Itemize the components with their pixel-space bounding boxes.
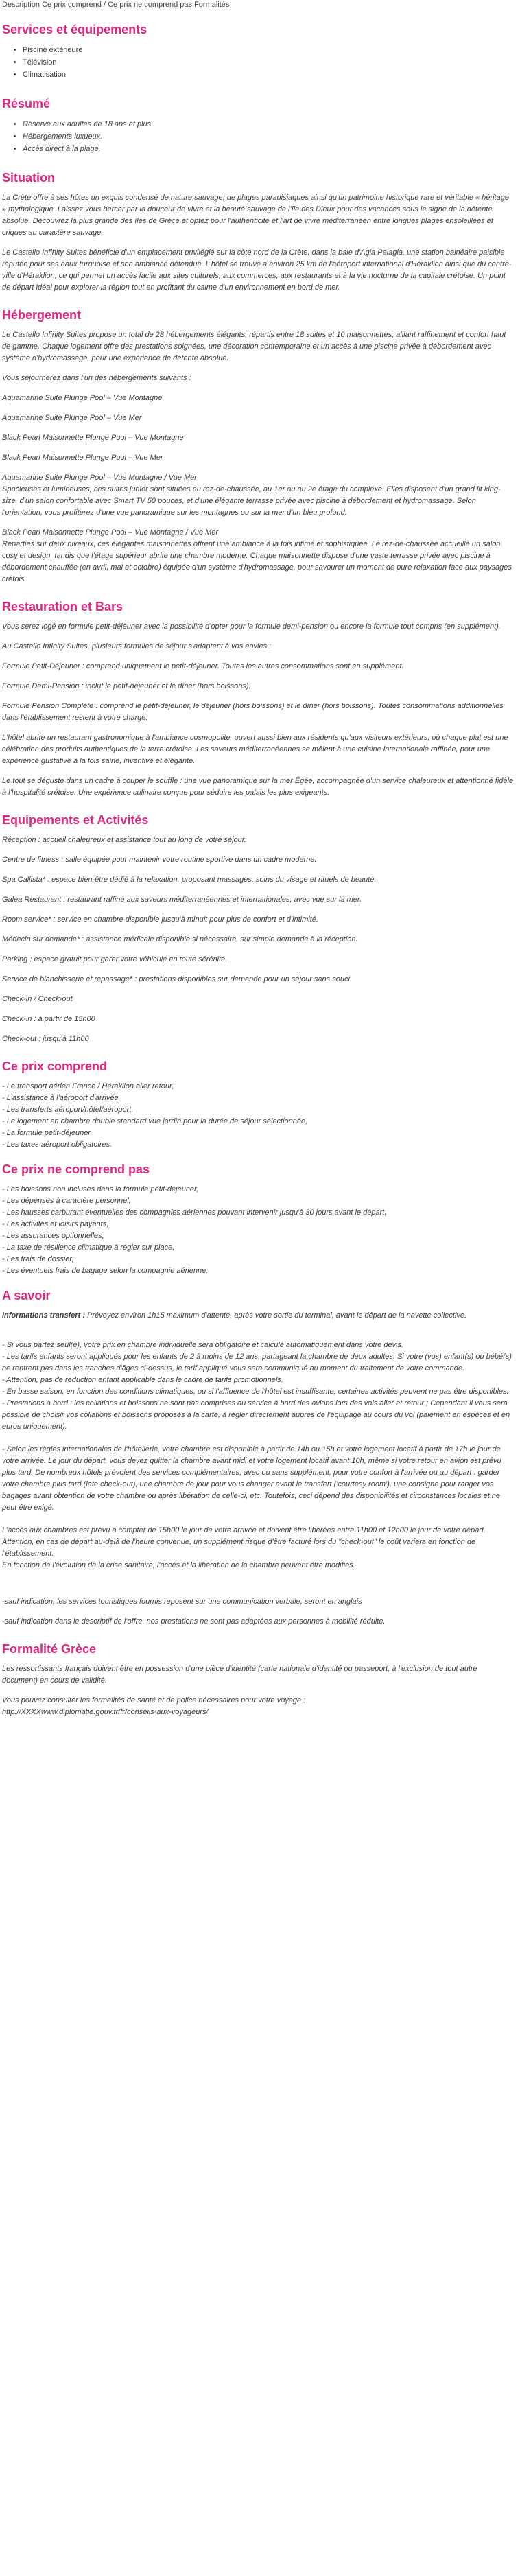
restauration-paragraph: Vous serez logé en formule petit-déjeuner avec la possibilité d'opter pour la formule demi-pension ou encore la formule tout compris (en supplément).: [2, 622, 501, 631]
comprend-item: - L'assistance à l'aéroport d'arrivée,: [2, 1094, 121, 1102]
ne-comprend-item: - Les boissons non incluses dans la formule petit-déjeuner,: [2, 1185, 199, 1193]
asavoir-note: -sauf indication dans le descriptif de l'offre, nos prestations ne sont pas adaptées aux personnes à mobilité réduite.: [2, 1617, 386, 1626]
asavoir-item: En fonction de l'évolution de la crise sanitaire, l'accès et la libération de la chambre peuvent être modifiés.: [2, 1561, 355, 1569]
comprend-item: - Les transferts aéroport/hôtel/aéroport,: [2, 1105, 134, 1114]
asavoir-block: [2, 1339, 515, 1433]
comprend-item: - La formule petit-déjeuner,: [2, 1129, 93, 1137]
resume-item: • Accès direct à la plage.: [23, 143, 515, 155]
equipements-title: Equipements et Activités: [2, 813, 149, 827]
restauration-paragraph: Le tout se déguste dans un cadre à couper le souffle : une vue panoramique sur la mer Égée, accompagnée d'un service chaleureux et attentionné fidèle à l'hospitalité crétoise. Une expérience culinaire conçue pour séduire les palais les plus exigeants.: [2, 777, 514, 797]
maisonnette-heading: Black Pearl Maisonnette Plunge Pool – Vue Montagne / Vue Mer: [2, 528, 219, 537]
diplomatie-link[interactable]: http://XXXXwww.diplomatie.gouv.fr/fr/conseils-aux-voyageurs/: [2, 1708, 209, 1716]
comprend-title: Ce prix comprend: [2, 1059, 108, 1073]
services-item: • Piscine extérieure: [23, 44, 515, 56]
ne-comprend-item: - Les dépenses à caractère personnel,: [2, 1197, 131, 1205]
tab-ne-comprend[interactable]: Ce prix ne comprend pas: [108, 1, 193, 9]
ne-comprend-item: - Les éventuels frais de bagage selon la compagnie aérienne.: [2, 1267, 209, 1275]
asavoir-block: [2, 1525, 515, 1571]
ne-comprend-item: - La taxe de résilience climatique à régler sur place,: [2, 1243, 175, 1252]
equipement-line: Médecin sur demande* : assistance médicale disponible si nécessaire, sur simple demande à la réception.: [2, 935, 358, 944]
resume-item: • Hébergements luxueux.: [23, 130, 515, 143]
ne-comprend-item: - Les frais de dossier,: [2, 1255, 74, 1263]
room-type: Black Pearl Maisonnette Plunge Pool – Vue Mer: [2, 454, 163, 462]
equipement-line: Room service* : service en chambre disponible jusqu'à minuit pour plus de confort et d'intimité.: [2, 915, 318, 924]
services-item: • Télévision: [23, 56, 515, 69]
services-item: • Climatisation: [23, 69, 515, 81]
restauration-paragraph: L'hôtel abrite un restaurant gastronomique à l'ambiance cosmopolite, ouvert aussi bien aux résidents qu'aux visiteurs extérieurs, où chaque plat est une célébration des produits authentiques de la terre crétoise. Les saveurs méditerranéennes se mêlent à une cuisine internationale raffinée, pour une expérience gustative à la fois saine, inventive et élégante.: [2, 734, 508, 765]
equipement-line: Parking : espace gratuit pour garer votre véhicule en toute sérénité.: [2, 955, 228, 963]
check-out-time: Check-out : jusqu'à 11h00: [2, 1035, 89, 1043]
check-in-time: Check-in : à partir de 15h00: [2, 1015, 95, 1023]
room-type: Aquamarine Suite Plunge Pool – Vue Mer: [2, 414, 142, 422]
resume-title: Résumé: [2, 97, 51, 110]
transfer-info-label: Informations transfert :: [2, 1311, 86, 1320]
room-type: Aquamarine Suite Plunge Pool – Vue Montagne: [2, 394, 163, 402]
ne-comprend-item: - Les hausses carburant éventuelles des compagnies aériennes pouvant intervenir jusqu'à 30 jours avant le départ,: [2, 1208, 387, 1217]
tab-description[interactable]: Description: [2, 1, 40, 9]
comprend-item: - Le logement en chambre double standard vue jardin pour la durée de séjour sélectionnée,: [2, 1117, 308, 1125]
transfer-info: [2, 1310, 515, 1322]
ne-comprend-item: - Les assurances optionnelles,: [2, 1232, 104, 1240]
formalite-paragraph: Les ressortissants français doivent être en possession d'une pièce d'identité (carte nationale d'identité ou passeport, à l'exclusion de tout autre document) en cours de validité.: [2, 1665, 477, 1685]
tab-bar: [2, 0, 515, 10]
asavoir-item: - Attention, pas de réduction enfant applicable dans le cadre de tarifs promotionnels.: [2, 1376, 283, 1384]
comprend-item: - Les taxes aéroport obligatoires.: [2, 1140, 113, 1149]
asavoir-block: [2, 1444, 515, 1514]
asavoir-item: - En basse saison, en fonction des conditions climatiques, ou si l'affluence de l'hôtel est insuffisante, certaines activités peuvent ne pas être disponibles.: [2, 1387, 509, 1396]
tab-separator: /: [103, 1, 106, 9]
room-type: Black Pearl Maisonnette Plunge Pool – Vue Montagne: [2, 434, 184, 442]
equipement-line: Réception : accueil chaleureux et assistance tout au long de votre séjour.: [2, 836, 247, 844]
formalite-title: Formalité Grèce: [2, 1642, 97, 1656]
ne-comprend-item: - Les activités et loisirs payants,: [2, 1220, 109, 1228]
situation-paragraph: La Crète offre à ses hôtes un exquis condensé de nature sauvage, de plages paradisiaques ainsi qu'un patrimoine historique rare et véritable « héritage » mythologique. Laissez vous bercer par la douceur de vivre et la beauté sauvage de l'île des Dieux pour des vacances sous le signe de la détente absolue. Découvrez la plus grande des îles de Grèce et optez pour l'authenticité et l'art de vivre méditerranéen entre longues plages ensoleillées et criques au caractère sauvage.: [2, 194, 509, 237]
equipement-line: Service de blanchisserie et repassage* : prestations disponibles sur demande pour un séjour sans souci.: [2, 975, 352, 983]
hebergement-paragraph: Le Castello Infinity Suites propose un total de 28 hébergements élégants, répartis entre 18 suites et 10 maisonnettes, alliant raffinement et confort haut de gamme. Chaque logement offre des prestations soignées, une décoration contemporaine et un accès à une piscine privée à débordement avec système d'hydromassage, pour une expérience de détente absolue.: [2, 331, 506, 362]
suite-description: Spacieuses et lumineuses, ces suites junior sont situées au rez-de-chaussée, au 1er ou au 2e étage du complexe. Elles disposent d'un grand lit king-size, d'un salon confortable avec Smart TV 50 pouces, et d'une élégante terrasse privée avec piscine à débordement et hydromassage. Selon l'orientation, vous profiterez d'une vue panoramique sur les montagnes ou sur la mer d'un bleu profond.: [2, 485, 501, 517]
restauration-paragraph: Au Castello Infinity Suites, plusieurs formules de séjour s'adaptent à vos envies :: [2, 642, 272, 651]
tab-formalites[interactable]: Formalités: [194, 1, 230, 9]
asavoir-title: A savoir: [2, 1289, 51, 1302]
resume-item: • Réservé aux adultes de 18 ans et plus.: [23, 118, 515, 130]
situation-title: Situation: [2, 171, 55, 185]
asavoir-item: - Si vous partez seul(e), votre prix en chambre individuelle sera obligatoire et calculé automatiquement dans votre devis.: [2, 1341, 404, 1349]
asavoir-item: - Selon les règles internationales de l'hôtellerie, votre chambre est disponible à partir de 14h ou 15h et votre logement locatif à partir de 17h le jour de votre arrivée. Le jour du départ, vous devez quitter la chambre avant midi et votre logement locatif avant 10h, même si votre retour en avion est prévu plus tard. De nombreux hôtels prévoient des services complémentaires, avec ou sans supplément, pour votre confort à l'arrivée ou au départ : garder votre chambre plus tard (late check-out), une chambre de jour pour vous changer avant le transfert ('courtesy room'), une consigne pour ranger vos bagages avant obtention de votre chambre ou après libération de celle-ci, etc. Toutefois, ceci dépend des disponibilités et circonstances locales et ne peut être exigé.: [2, 1445, 501, 1512]
check-in-out-heading: Check-in / Check-out: [2, 995, 73, 1003]
hebergement-title: Hébergement: [2, 308, 82, 322]
ne-comprend-title: Ce prix ne comprend pas: [2, 1162, 150, 1176]
suite-heading: Aquamarine Suite Plunge Pool – Vue Montagne / Vue Mer: [2, 473, 197, 482]
ne-comprend-list: [2, 1184, 515, 1277]
restauration-title: Restauration et Bars: [2, 600, 123, 613]
comprend-list: [2, 1081, 515, 1151]
comprend-item: - Le transport aérien France / Héraklion aller retour,: [2, 1082, 174, 1090]
asavoir-item: - Les tarifs enfants seront appliqués pour les enfants de 2 à moins de 12 ans, partageant la chambre de deux adultes. Si votre (vos) enfant(s) ou bébé(s) ne rentrent pas dans les tranches d'âges ci-dessus, le tarif appliqué vous sera communiqué au moment du traitement de votre commande.: [2, 1353, 512, 1372]
asavoir-item: L'accès aux chambres est prévu à compter de 15h00 le jour de votre arrivée et doivent être libérées entre 11h00 et 12h00 le jour de votre départ.: [2, 1526, 486, 1534]
situation-paragraph: Le Castello Infinity Suites bénéficie d'un emplacement privilégié sur la côte nord de la Crète, dans la baie d'Agia Pelagia, une station balnéaire paisible réputée pour ses eaux turquoise et son ambiance détendue. L'hôtel se trouve à environ 25 km de l'aéroport international d'Héraklion ainsi que du centre-ville d'Héraklion, ce qui permet un accès facile aux sites culturels, aux commerces, aux restaurants et à la vie nocturne de la capitale crétoise. Un point de départ idéal pour explorer la région tout en profitant du calme d'un environnement en bord de mer.: [2, 248, 512, 292]
equipement-line: Centre de fitness : salle équipée pour maintenir votre routine sportive dans un cadre moderne.: [2, 856, 317, 864]
asavoir-item: Attention, en cas de départ au-delà de l'heure convenue, un supplément risque d'être facturé lors du "check-out" le coût variera en fonction de l'établissement.: [2, 1538, 476, 1558]
asavoir-item: - Prestations à bord : les collations et boissons ne sont pas comprises au service à bord des avions lors des vols aller et retour ; Cependant il vous sera possible de choisir vos collations et boissons proposés à la carte, à régler directement auprès de l'équipage au cours du vol (paiement en espèces et en euros uniquement).: [2, 1399, 510, 1431]
hebergement-paragraph: Vous séjournerez dans l'un des hébergements suivants :: [2, 374, 191, 382]
formula-breakfast: Formule Petit-Déjeuner : comprend uniquement le petit-déjeuner. Toutes les autres consommations sont en supplément.: [2, 662, 404, 670]
equipement-line: Spa Callista* : espace bien-être dédié à la relaxation, proposant massages, soins du visage et rituels de beauté.: [2, 876, 377, 884]
equipement-line: Galea Restaurant : restaurant raffiné aux saveurs méditerranéennes et internationales, avec vue sur la mer.: [2, 895, 362, 904]
services-title: Services et équipements: [2, 23, 147, 36]
formula-half-board: Formule Demi-Pension : inclut le petit-déjeuner et le dîner (hors boissons).: [2, 682, 251, 690]
tab-comprend[interactable]: Ce prix comprend: [42, 1, 102, 9]
maisonnette-description: Réparties sur deux niveaux, ces élégantes maisonnettes offrent une ambiance à la fois intime et sophistiquée. Le rez-de-chaussée accueille un salon cosy et design, tandis que l'étage supérieur abrite une chambre moderne. Chaque maisonnette dispose d'une vaste terrasse privée avec piscine à débordement chauffée (en avril, mai et octobre) équipée d'un système d'hydromassage, pour savourer un moment de pure relaxation face aux paysages crétois.: [2, 540, 512, 583]
formula-full-board: Formule Pension Complète : comprend le petit-déjeuner, le déjeuner (hors boissons) et le dîner (hors boissons). Toutes consommations additionnelles dans l'établissement restent à votre charge.: [2, 702, 504, 722]
transfer-info-text: Prévoyez environ 1h15 maximum d'attente, après votre sortie du terminal, avant le départ de la navette collective.: [87, 1311, 467, 1320]
formalite-paragraph: Vous pouvez consulter les formalités de santé et de police nécessaires pour votre voyage :: [2, 1696, 306, 1705]
asavoir-note: -sauf indication, les services touristiques fournis reposent sur une communication verbale, seront en anglais: [2, 1597, 362, 1606]
resume-list: [2, 118, 515, 155]
services-list: [2, 44, 515, 81]
